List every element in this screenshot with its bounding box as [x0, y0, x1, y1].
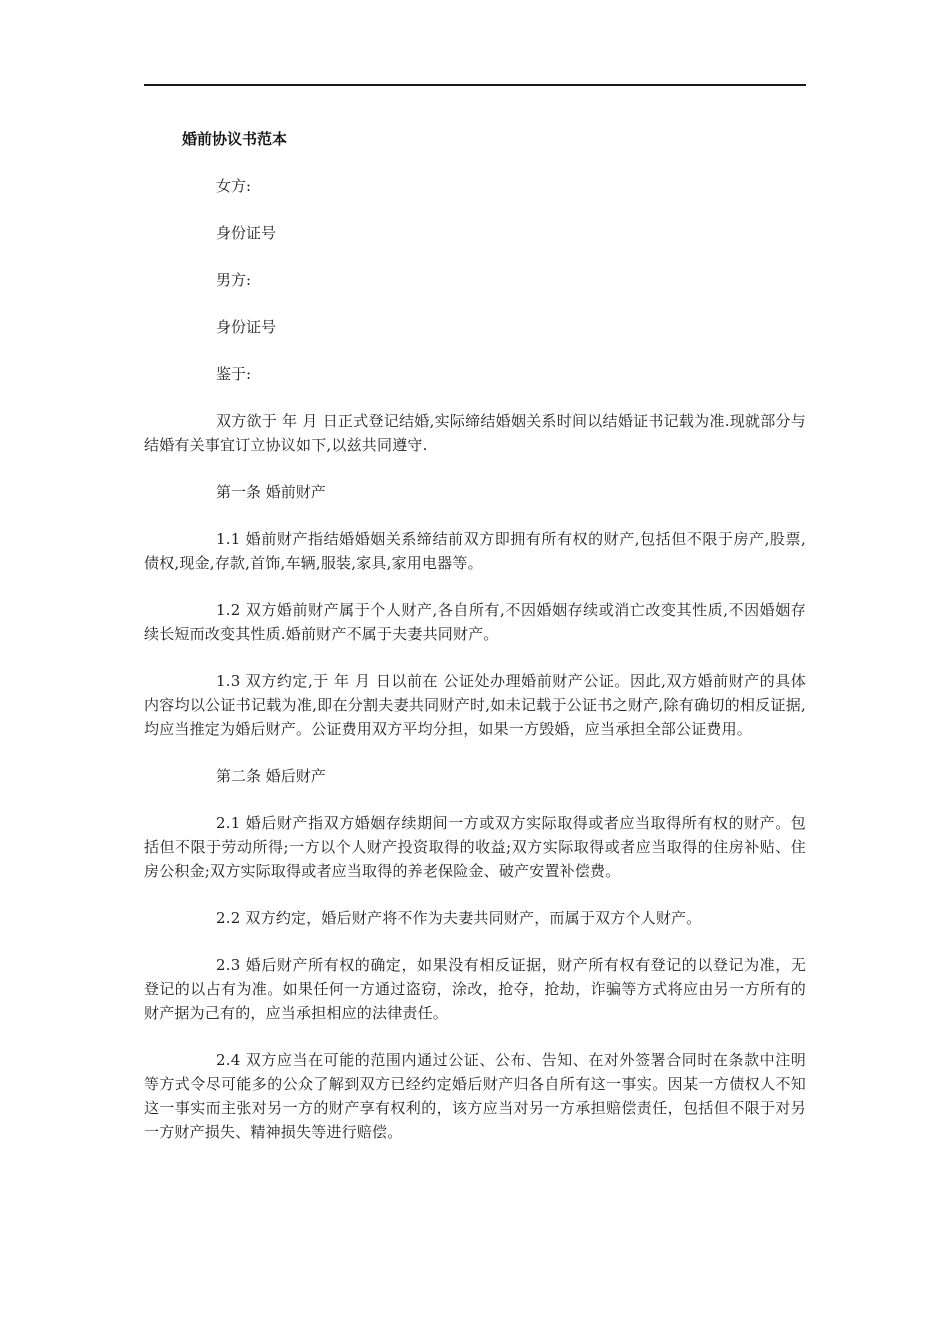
intro-paragraph: 双方欲于 年 月 日正式登记结婚,实际缔结婚姻关系时间以结婚证书记载为准.现就部分与结婚有关事宜订立协议如下,以兹共同遵守. [144, 412, 806, 454]
field-male-party: 男方: [216, 271, 252, 289]
header-rule [144, 84, 806, 86]
article-1-heading: 第一条 婚前财产 [216, 483, 326, 501]
clause-1-1: 1.1 婚前财产指结婚婚姻关系缔结前双方即拥有所有权的财产,包括但不限于房产,股票,债权,现金,存款,首饰,车辆,服装,家具,家用电器等。 [144, 530, 806, 572]
clause-1-2: 1.2 双方婚前财产属于个人财产,各自所有,不因婚姻存续或消亡改变其性质,不因婚姻存续长短而改变其性质.婚前财产不属于夫妻共同财产。 [144, 601, 806, 643]
document-body [144, 122, 806, 1144]
clause-2-2: 2.2 双方约定，婚后财产将不作为夫妻共同财产，而属于双方个人财产。 [216, 909, 702, 927]
article-2-heading: 第二条 婚后财产 [216, 767, 326, 785]
clause-2-4: 2.4 双方应当在可能的范围内通过公证、公布、告知、在对外签署合同时在条款中注明等方式令尽可能多的公众了解到双方已经约定婚后财产归各自所有这一事实。因某一方债权人不知这一事实而主张对另一方的财产享有权利的，该方应当对另一方承担赔偿责任，包括但不限于对另一方财产损失、精神损失等进行赔偿。 [144, 1051, 806, 1141]
field-female-party: 女方: [216, 177, 252, 195]
field-male-id: 身份证号 [216, 318, 277, 336]
document-title: 婚前协议书范本 [182, 130, 288, 148]
clause-2-3: 2.3 婚后财产所有权的确定，如果没有相反证据，财产所有权有登记的以登记为准，无登记的以占有为准。如果任何一方通过盗窃，涂改，抢夺，抢劫，诈骗等方式将应由另一方所有的财产据为己有的，应当承担相应的法律责任。 [144, 956, 806, 1022]
field-female-id: 身份证号 [216, 224, 277, 242]
clause-1-3: 1.3 双方约定,于 年 月 日以前在 公证处办理婚前财产公证。因此,双方婚前财产的具体内容均以公证书记载为准,即在分割夫妻共同财产时,如未记载于公证书之财产,除有确切的相反证据,均应当推定为婚后财产。公证费用双方平均分担，如果一方毁婚，应当承担全部公证费用。 [144, 672, 806, 738]
clause-2-1: 2.1 婚后财产指双方婚姻存续期间一方或双方实际取得或者应当取得所有权的财产。包括但不限于劳动所得;一方以个人财产投资取得的收益;双方实际取得或者应当取得的住房补贴、住房公积金;双方实际取得或者应当取得的养老保险金、破产安置补偿费。 [144, 814, 806, 880]
field-whereas: 鉴于: [216, 365, 252, 383]
